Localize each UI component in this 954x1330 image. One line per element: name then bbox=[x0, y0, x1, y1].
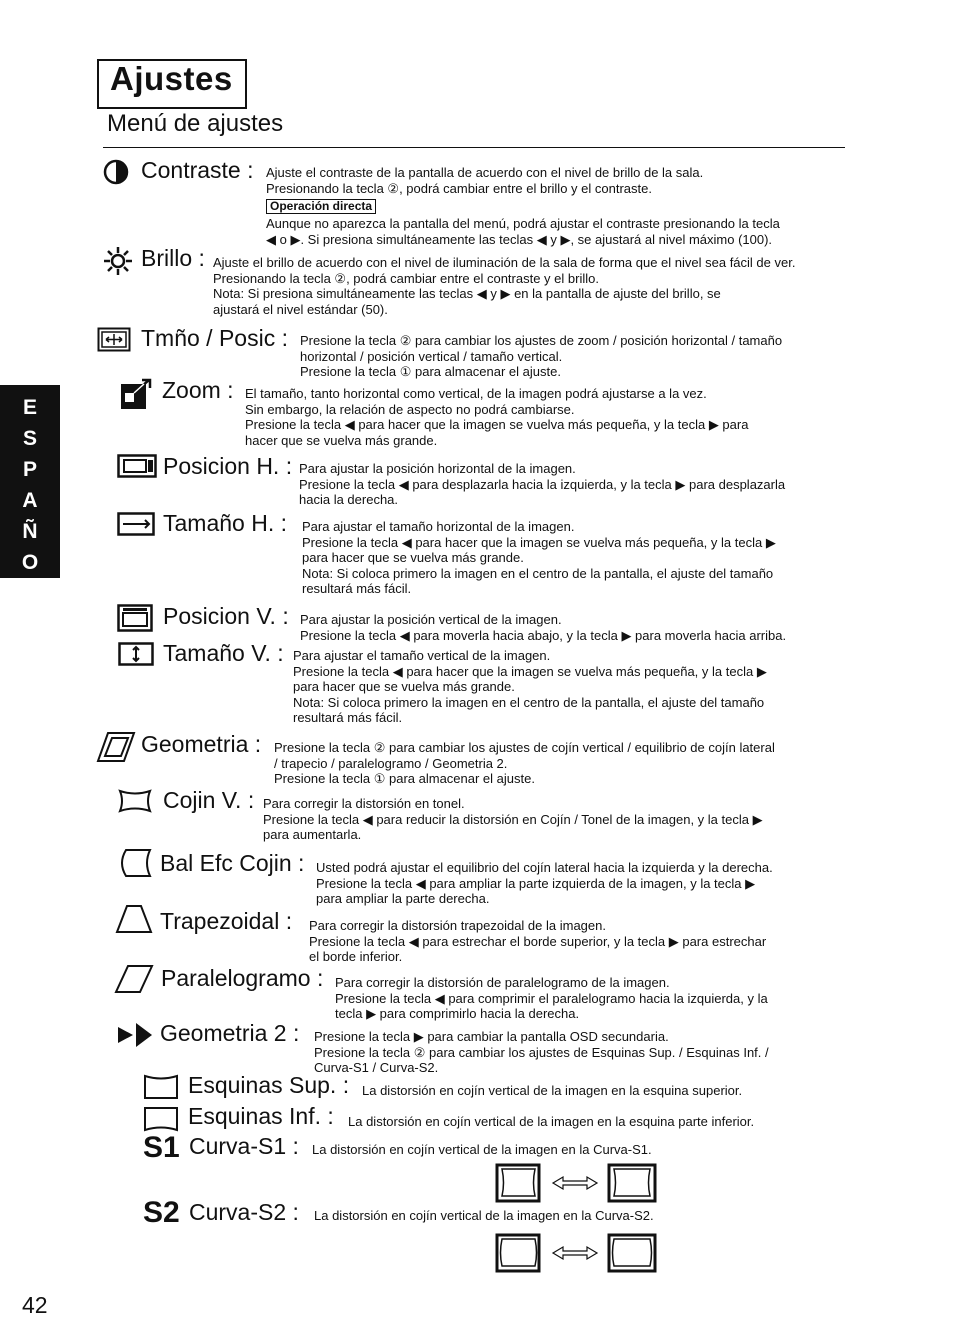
desc-line: Presione la tecla ② para cambiar los ajustes de Esquinas Sup. / Esquinas Inf. / bbox=[314, 1044, 769, 1060]
desc-line: El tamaño, tanto horizontal como vertical, de la imagen podrá ajustarse a la vez. bbox=[245, 386, 707, 401]
desc-line: Para corregir la distorsión trapezoidal de la imagen. bbox=[309, 918, 606, 933]
esquinas-sup-label: Esquinas Sup. : bbox=[188, 1072, 350, 1098]
desc-line: Presione la tecla ② para cambiar los ajustes de cojín vertical / equilibrio de cojín lateral bbox=[274, 740, 775, 755]
desc-line: / trapecio / paralelogramo / Geometria 2. bbox=[274, 755, 508, 771]
desc-line: para ampliar la parte derecha. bbox=[316, 891, 490, 906]
s1-icon: S1 bbox=[143, 1131, 180, 1164]
desc-line: La distorsión en cojín vertical de la imagen en la Curva-S2. bbox=[314, 1208, 654, 1223]
horizontal-size-icon bbox=[117, 512, 155, 536]
desc-line: Presione la tecla ◀ para hacer que la imagen se vuelva más pequeña, y la tecla ▶ para bbox=[245, 417, 749, 432]
zoom-description bbox=[245, 386, 748, 448]
desc-line: Presione la tecla ① para almacenar el ajuste. bbox=[274, 771, 535, 786]
curva-s2-label: Curva-S2 : bbox=[189, 1199, 299, 1225]
vertical-size-icon bbox=[118, 642, 154, 666]
tab-letter: E bbox=[22, 396, 37, 419]
desc-line: resultará más fácil. bbox=[302, 581, 412, 596]
tamano-h-description bbox=[302, 519, 776, 597]
desc-line: Para ajustar la posición horizontal de la imagen. bbox=[299, 461, 576, 476]
desc-line: Usted podrá ajustar el equilibrio del cojín lateral hacia la izquierda y la derecha. bbox=[316, 860, 773, 875]
desc-line: Presione la tecla ◀ para hacer que la imagen se vuelva más pequeña, y la tecla ▶ bbox=[302, 534, 776, 550]
desc-line: para hacer que se vuelva más grande. bbox=[302, 550, 524, 565]
page-subtitle: Menú de ajustes bbox=[107, 110, 284, 137]
desc-line: Curva-S1 / Curva-S2. bbox=[314, 1060, 439, 1075]
s-curve-diagram-1 bbox=[495, 1163, 659, 1203]
posicion-v-label: Posicion V. : bbox=[163, 603, 289, 629]
desc-line: Para corregir la distorsión de paralelogramo de la imagen. bbox=[335, 975, 670, 990]
desc-line: Para ajustar la posición vertical de la imagen. bbox=[300, 612, 562, 627]
tamano-h-label: Tamaño H. : bbox=[163, 510, 287, 536]
paralelogramo-description bbox=[335, 975, 768, 1022]
tab-letter: O bbox=[21, 551, 39, 574]
posicion-h-description bbox=[299, 461, 785, 508]
desc-line: para aumentarla. bbox=[263, 827, 362, 842]
desc-line: el borde inferior. bbox=[309, 949, 403, 964]
tmno-posic-description bbox=[300, 333, 782, 380]
curva-s1-label: Curva-S1 : bbox=[189, 1133, 299, 1159]
desc-line: resultará más fácil. bbox=[293, 710, 403, 725]
trapezoidal-label: Trapezoidal : bbox=[160, 908, 293, 934]
page-title: Ajustes bbox=[110, 60, 233, 97]
desc-line: ajustará el nivel estándar (50). bbox=[213, 301, 388, 317]
size-position-icon bbox=[97, 327, 131, 352]
desc-line: Presionando la tecla ②, podrá cambiar entre el brillo y el contraste. bbox=[266, 180, 652, 196]
contraste-description bbox=[266, 165, 780, 247]
desc-line: Presione la tecla ② para cambiar los ajustes de zoom / posición horizontal / tamaño bbox=[300, 333, 783, 348]
geometria-2-description bbox=[314, 1029, 769, 1076]
desc-line: Presione la tecla ◀ para desplazarla hacia la izquierda, y la tecla ▶ para desplazarla bbox=[299, 476, 786, 492]
bal-efc-cojin-label: Bal Efc Cojin : bbox=[160, 850, 305, 876]
trapezoidal-description bbox=[309, 918, 766, 965]
bottom-corner-icon bbox=[143, 1106, 179, 1132]
header-divider bbox=[103, 147, 845, 148]
desc-line: horizontal / posición vertical / tamaño vertical. bbox=[300, 348, 563, 364]
language-tab-label bbox=[0, 392, 60, 609]
desc-line: Para ajustar el tamaño vertical de la imagen. bbox=[293, 648, 551, 663]
tab-letter: S bbox=[22, 427, 37, 450]
trapezoid-icon bbox=[115, 904, 153, 934]
desc-line: Nota: Si coloca primero la imagen en el centro de la pantalla, el ajuste del tamaño bbox=[293, 694, 765, 710]
posicion-h-label: Posicion H. : bbox=[163, 453, 293, 479]
geometria-description bbox=[274, 740, 775, 787]
tamano-v-description bbox=[293, 648, 767, 726]
brightness-icon bbox=[103, 246, 133, 276]
tmno-posic-label: Tmño / Posic : bbox=[141, 325, 288, 351]
desc-line: hacer que se vuelva más grande. bbox=[245, 432, 438, 448]
desc-line: Sin embargo, la relación de aspecto no podrá cambiarse. bbox=[245, 401, 575, 417]
zoom-icon bbox=[120, 378, 152, 410]
pincushion-icon bbox=[118, 789, 152, 813]
desc-line: Nota: Si coloca primero la imagen en el centro de la pantalla, el ajuste del tamaño bbox=[302, 565, 774, 581]
desc-line: La distorsión en cojín vertical de la imagen en la esquina superior. bbox=[362, 1083, 743, 1098]
desc-line: Presione la tecla ◀ para moverla hacia abajo, y la tecla ▶ para moverla hacia arriba. bbox=[300, 627, 787, 643]
desc-line: La distorsión en cojín vertical de la imagen en la esquina parte inferior. bbox=[348, 1114, 755, 1129]
desc-line: Presione la tecla ◀ para hacer que la imagen se vuelva más pequeña, y la tecla ▶ bbox=[293, 663, 767, 679]
desc-line: para hacer que se vuelva más grande. bbox=[293, 679, 515, 694]
brillo-label: Brillo : bbox=[141, 245, 205, 271]
direct-operation-note-title: Operación directa bbox=[266, 199, 376, 214]
bal-efc-cojin-description bbox=[316, 860, 773, 907]
desc-line: Presione la tecla ◀ para estrechar el borde superior, y la tecla ▶ para estrechar bbox=[309, 933, 767, 949]
desc-line: Para ajustar el tamaño horizontal de la imagen. bbox=[302, 519, 575, 534]
curva-s1-description bbox=[312, 1142, 652, 1158]
curva-s2-description bbox=[314, 1208, 654, 1224]
pin-balance-icon bbox=[116, 848, 152, 878]
desc-line: Ajuste el brillo de acuerdo con el nivel de iluminación de la sala de forma que el nivel sea fácil de ver. bbox=[213, 255, 796, 270]
esquinas-sup-description bbox=[362, 1083, 742, 1099]
parallelogram-icon bbox=[114, 964, 154, 994]
contraste-label: Contraste : bbox=[141, 157, 254, 183]
top-corner-icon bbox=[143, 1074, 179, 1100]
tab-letter: L bbox=[23, 582, 37, 605]
paralelogramo-label: Paralelogramo : bbox=[161, 965, 324, 991]
desc-line: hacia la derecha. bbox=[299, 492, 399, 507]
zoom-label: Zoom : bbox=[162, 377, 234, 403]
esquinas-inf-label: Esquinas Inf. : bbox=[188, 1103, 334, 1129]
vertical-position-icon bbox=[117, 604, 153, 632]
contrast-icon bbox=[102, 158, 130, 186]
desc-line: Presione la tecla ◀ para ampliar la parte izquierda de la imagen, y la tecla ▶ bbox=[316, 875, 756, 891]
geometria-2-label: Geometria 2 : bbox=[160, 1020, 300, 1046]
desc-line: Aunque no aparezca la pantalla del menú, podrá ajustar el contraste presionando la tecla bbox=[266, 216, 780, 231]
tab-letter: A bbox=[22, 489, 38, 512]
double-play-icon bbox=[116, 1021, 160, 1049]
desc-line: tecla ▶ para comprimirlo hacia la derecha. bbox=[335, 1006, 580, 1021]
posicion-v-description bbox=[300, 612, 786, 643]
cojin-v-description bbox=[263, 796, 763, 843]
desc-line: Para corregir la distorsión en tonel. bbox=[263, 796, 465, 811]
desc-line: Presione la tecla ◀ para comprimir el paralelogramo hacia la izquierda, y la bbox=[335, 990, 768, 1006]
tab-letter: Ñ bbox=[22, 520, 38, 543]
desc-line: ◀ o ▶. Si presiona simultáneamente las teclas ◀ y ▶, se ajustará al nivel máximo (100). bbox=[266, 231, 773, 247]
desc-line: Presione la tecla ① para almacenar el ajuste. bbox=[300, 364, 561, 379]
desc-line: La distorsión en cojín vertical de la imagen en la Curva-S1. bbox=[312, 1142, 652, 1157]
desc-line: Presione la tecla ▶ para cambiar la pantalla OSD secundaria. bbox=[314, 1029, 669, 1044]
s-curve-diagram-2 bbox=[495, 1233, 659, 1273]
desc-line: Presionando la tecla ②, podrá cambiar entre el contraste y el brillo. bbox=[213, 270, 599, 286]
cojin-v-label: Cojin V. : bbox=[163, 787, 255, 813]
geometry-icon bbox=[96, 731, 136, 763]
geometria-label: Geometria : bbox=[141, 731, 262, 757]
page-number: 42 bbox=[22, 1292, 48, 1318]
esquinas-inf-description bbox=[348, 1114, 754, 1130]
s2-icon: S2 bbox=[143, 1196, 180, 1229]
tab-letter: P bbox=[22, 458, 37, 481]
horizontal-position-icon bbox=[117, 454, 157, 478]
brillo-description bbox=[213, 255, 795, 317]
desc-line: Presione la tecla ◀ para reducir la distorsión en Cojín / Tonel de la imagen, y la tecla ▶ bbox=[263, 811, 763, 827]
desc-line: Nota: Si presiona simultáneamente las teclas ◀ y ▶ en la pantalla de ajuste del brillo, se bbox=[213, 286, 721, 301]
tamano-v-label: Tamaño V. : bbox=[163, 640, 284, 666]
desc-line: Ajuste el contraste de la pantalla de acuerdo con el nivel de brillo de la sala. bbox=[266, 165, 704, 180]
